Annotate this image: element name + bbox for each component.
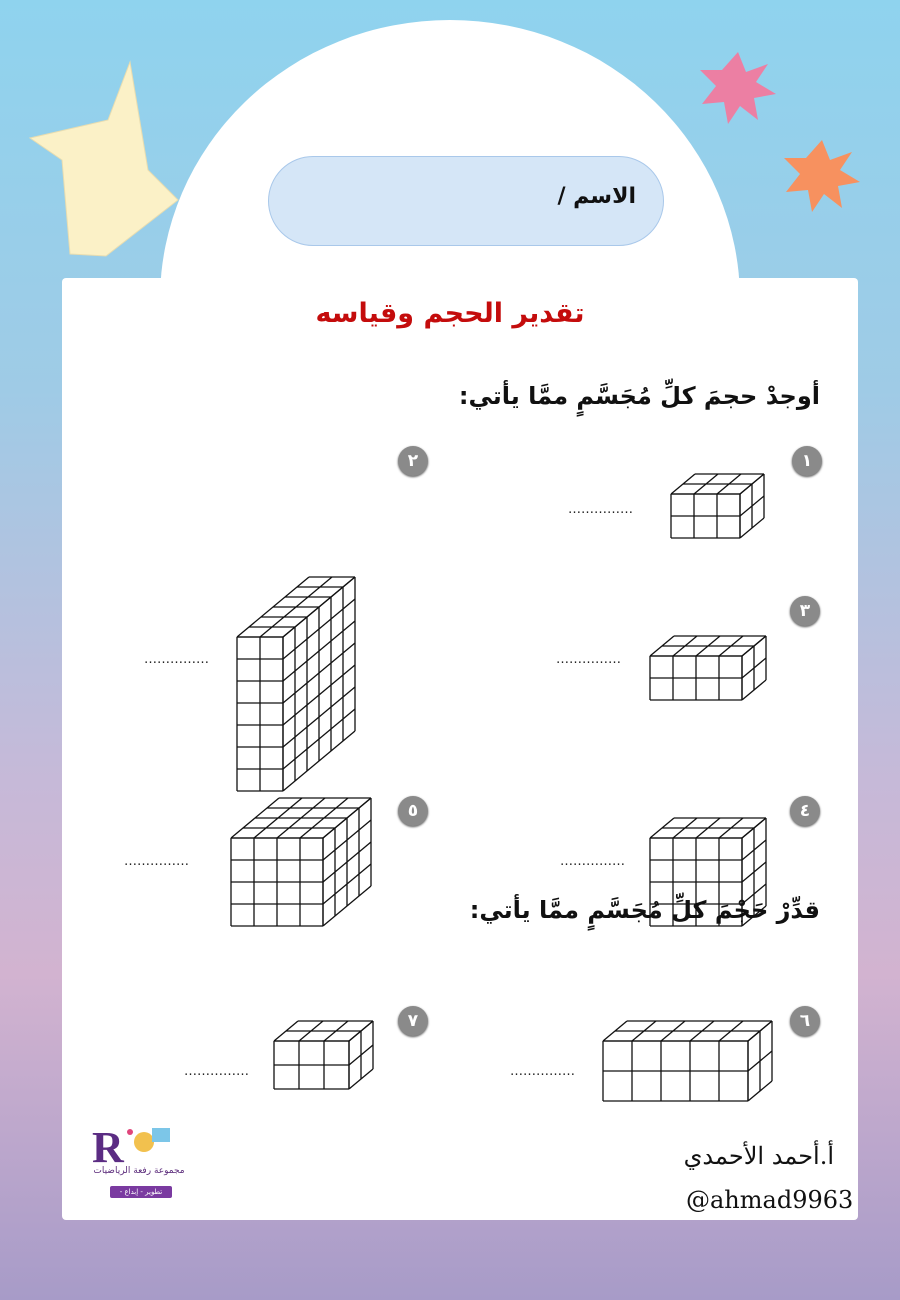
svg-text:R: R bbox=[92, 1123, 124, 1172]
worksheet-title: تقدير الحجم وقياسه bbox=[315, 298, 585, 329]
item-number-7: ٧ bbox=[398, 1006, 428, 1036]
section1-instruction: أوجدْ حجمَ كلِّ مُجَسَّمٍ ممَّا يأتي: bbox=[458, 382, 820, 410]
item-number-6: ٦ bbox=[790, 1006, 820, 1036]
answer-blank-4[interactable]: …………… bbox=[560, 854, 625, 869]
prism-figure-1 bbox=[671, 474, 764, 538]
answer-blank-7[interactable]: …………… bbox=[184, 1064, 249, 1079]
name-label: الاسم / bbox=[557, 184, 636, 209]
prism-figure-5 bbox=[231, 798, 371, 926]
prism-figure-6 bbox=[603, 1021, 772, 1101]
prism-figure-4 bbox=[650, 818, 766, 926]
answer-blank-6[interactable]: …………… bbox=[510, 1064, 575, 1079]
prism-figure-7 bbox=[274, 1021, 373, 1089]
item-number-3: ٣ bbox=[790, 596, 820, 626]
item-number-1: ١ bbox=[792, 446, 822, 476]
item-number-4: ٤ bbox=[790, 796, 820, 826]
answer-blank-5[interactable]: …………… bbox=[124, 854, 189, 869]
answer-blank-1[interactable]: …………… bbox=[568, 502, 633, 517]
answer-blank-3[interactable]: …………… bbox=[556, 652, 621, 667]
prism-figure-3 bbox=[650, 636, 766, 700]
item-number-2: ٢ bbox=[398, 446, 428, 476]
logo-text: مجموعة رفعة الرياضيات bbox=[93, 1166, 185, 1176]
prism-figure-2 bbox=[237, 577, 355, 791]
logo-tagline: تطوير - إبداع - تواصل bbox=[110, 1186, 172, 1198]
section2-instruction: قدِّرْ حَجْمَ كلِّ مُجَسَّمٍ ممَّا يأتي: bbox=[469, 896, 820, 924]
item-number-5: ٥ bbox=[398, 796, 428, 826]
answer-blank-2[interactable]: …………… bbox=[144, 652, 209, 667]
author-name: أ.أحمد الأحمدي bbox=[683, 1142, 834, 1170]
author-handle: @ahmad9963 bbox=[686, 1186, 854, 1214]
